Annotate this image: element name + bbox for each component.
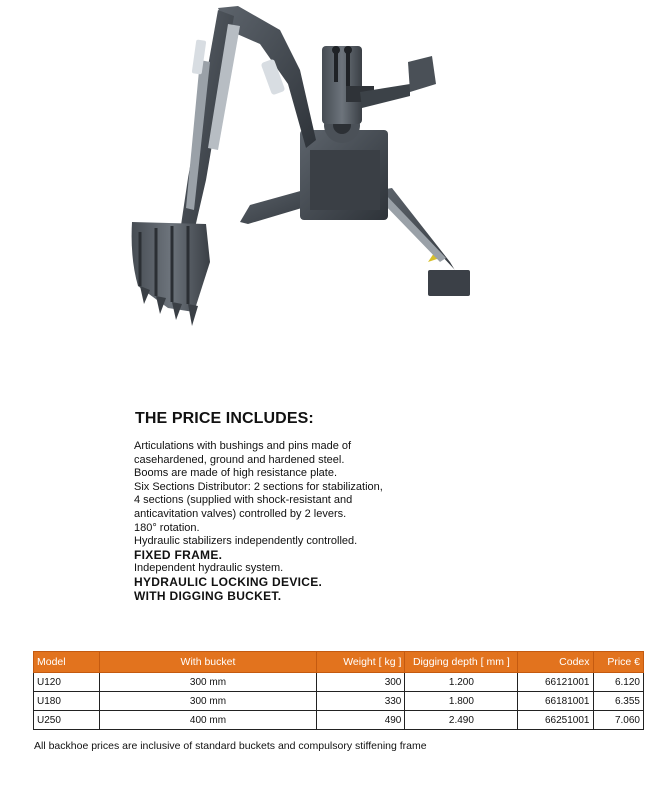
feature-line: Booms are made of high resistance plate.: [134, 467, 338, 480]
cell-model: U250: [34, 711, 100, 730]
cell-weight: 490: [316, 711, 405, 730]
feature-line-bold: HYDRAULIC LOCKING DEVICE.: [134, 574, 323, 589]
column-header-codex: Codex: [518, 652, 593, 673]
feature-line: Articulations with bushings and pins made of: [134, 440, 352, 452]
features-list: [134, 440, 434, 603]
column-header-bucket: With bucket: [100, 652, 316, 673]
cell-price: 6.120: [593, 673, 644, 692]
feature-line-bold: FIXED FRAME.: [134, 547, 223, 562]
feature-line-bold: WITH DIGGING BUCKET.: [134, 588, 282, 603]
feature-line: Independent hydraulic system.: [134, 562, 284, 575]
cell-model: U180: [34, 692, 100, 711]
column-header-model: Model: [34, 652, 100, 673]
feature-line: 4 sections (supplied with shock-resistant and: [134, 494, 353, 507]
cell-price: 6.355: [593, 692, 644, 711]
feature-line: anticavitation valves) controlled by 2 levers.: [134, 507, 347, 520]
feature-line: Hydraulic stabilizers independently controlled.: [134, 535, 358, 548]
column-header-price: Price €: [593, 652, 644, 673]
cell-weight: 330: [316, 692, 405, 711]
cell-bucket: 300 mm: [100, 673, 316, 692]
feature-line: casehardened, ground and hardened steel.: [134, 453, 345, 466]
feature-line: Six Sections Distributor: 2 sections for stabilization,: [134, 480, 383, 493]
section-title: THE PRICE INCLUDES:: [135, 410, 314, 427]
cell-model: U120: [34, 673, 100, 692]
table-row: [34, 711, 644, 730]
footnote: All backhoe prices are inclusive of standard buckets and compulsory stiffening frame: [34, 740, 427, 752]
column-header-weight: Weight [ kg ]: [316, 652, 405, 673]
cell-codex: 66181001: [518, 692, 593, 711]
table-row: [34, 673, 644, 692]
backhoe-attachment-photo: [110, 0, 490, 340]
cell-depth: 1.800: [405, 692, 518, 711]
cell-codex: 66121001: [518, 673, 593, 692]
cell-price: 7.060: [593, 711, 644, 730]
table-header-row: [34, 652, 644, 673]
cell-depth: 2.490: [405, 711, 518, 730]
cell-codex: 66251001: [518, 711, 593, 730]
cell-bucket: 300 mm: [100, 692, 316, 711]
feature-line: 180° rotation.: [134, 521, 200, 534]
cell-bucket: 400 mm: [100, 711, 316, 730]
cell-weight: 300: [316, 673, 405, 692]
cell-depth: 1.200: [405, 673, 518, 692]
specs-table: [33, 651, 644, 730]
column-header-depth: Digging depth [ mm ]: [405, 652, 518, 673]
table-row: [34, 692, 644, 711]
